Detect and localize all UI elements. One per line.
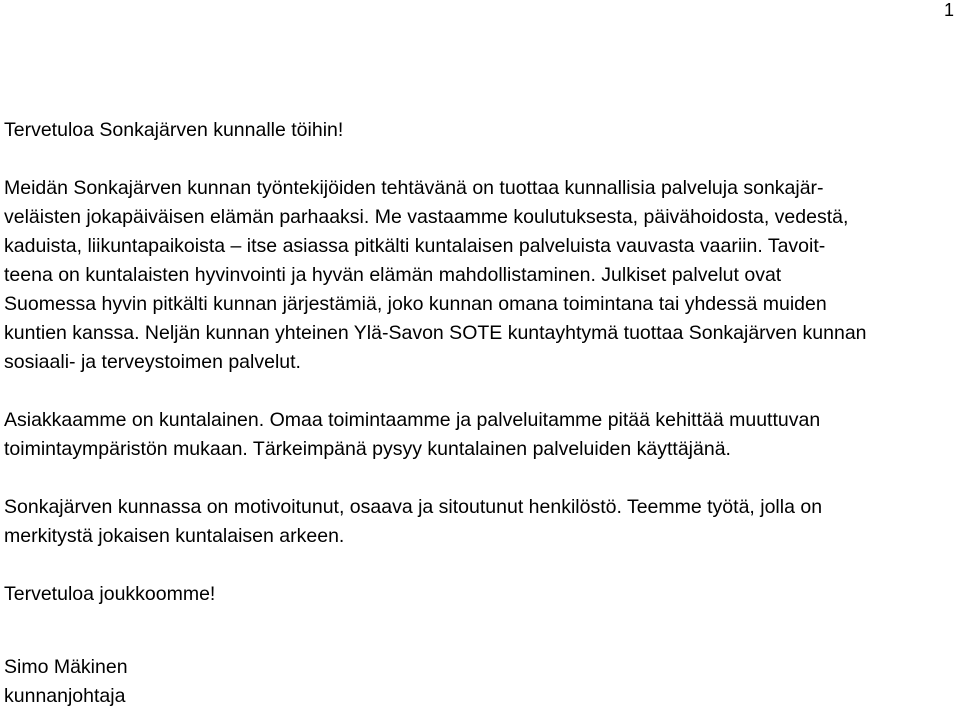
paragraph-line: Sonkajärven kunnassa on motivoitunut, osaava ja sitoutunut henkilöstö. Teemme työtä, jolla on [4,496,823,518]
paragraph-line: merkitystä jokaisen kuntalaisen arkeen. [4,525,345,547]
paragraph-line: veläisten jokapäiväisen elämän parhaaksi. Me vastaamme koulutuksesta, päivähoidosta, vedestä, [4,206,849,228]
greeting: Tervetuloa Sonkajärven kunnalle töihin! [4,119,344,141]
signature-title: kunnanjohtaja [4,685,126,707]
paragraph-line: toimintaympäristön mukaan. Tärkeimpänä pysyy kuntalainen palveluiden käyttäjänä. [4,438,731,460]
signature-block [4,653,956,711]
paragraph-line: Suomessa hyvin pitkälti kunnan järjestämiä, joko kunnan omana toimintana tai yhdessä muiden [4,293,827,315]
paragraph-1 [4,174,956,377]
paragraph-line: kuntien kanssa. Neljän kunnan yhteinen Ylä-Savon SOTE kuntayhtymä tuottaa Sonkajärven kunnan [4,322,867,344]
closing: Tervetuloa joukkoomme! [4,583,216,605]
paragraph-line: teena on kuntalaisten hyvinvointi ja hyvän elämän mahdollistaminen. Julkiset palvelut ovat [4,264,782,286]
paragraph-3 [4,493,956,551]
paragraph-2 [4,406,956,464]
paragraph-line: Asiakkaamme on kuntalainen. Omaa toimintaamme ja palveluitamme pitää kehittää muuttuvan [4,409,821,431]
signature-name: Simo Mäkinen [4,656,128,678]
letter-body [4,116,956,711]
page-number: 1 [943,0,954,20]
paragraph-line: sosiaali- ja terveystoimen palvelut. [4,351,301,373]
paragraph-line: kaduista, liikuntapaikoista – itse asiassa pitkälti kuntalaisen palveluista vauvasta vaariin. Tavoit- [4,235,826,257]
paragraph-line: Meidän Sonkajärven kunnan työntekijöiden tehtävänä on tuottaa kunnallisia palveluja sonkajär- [4,177,824,199]
